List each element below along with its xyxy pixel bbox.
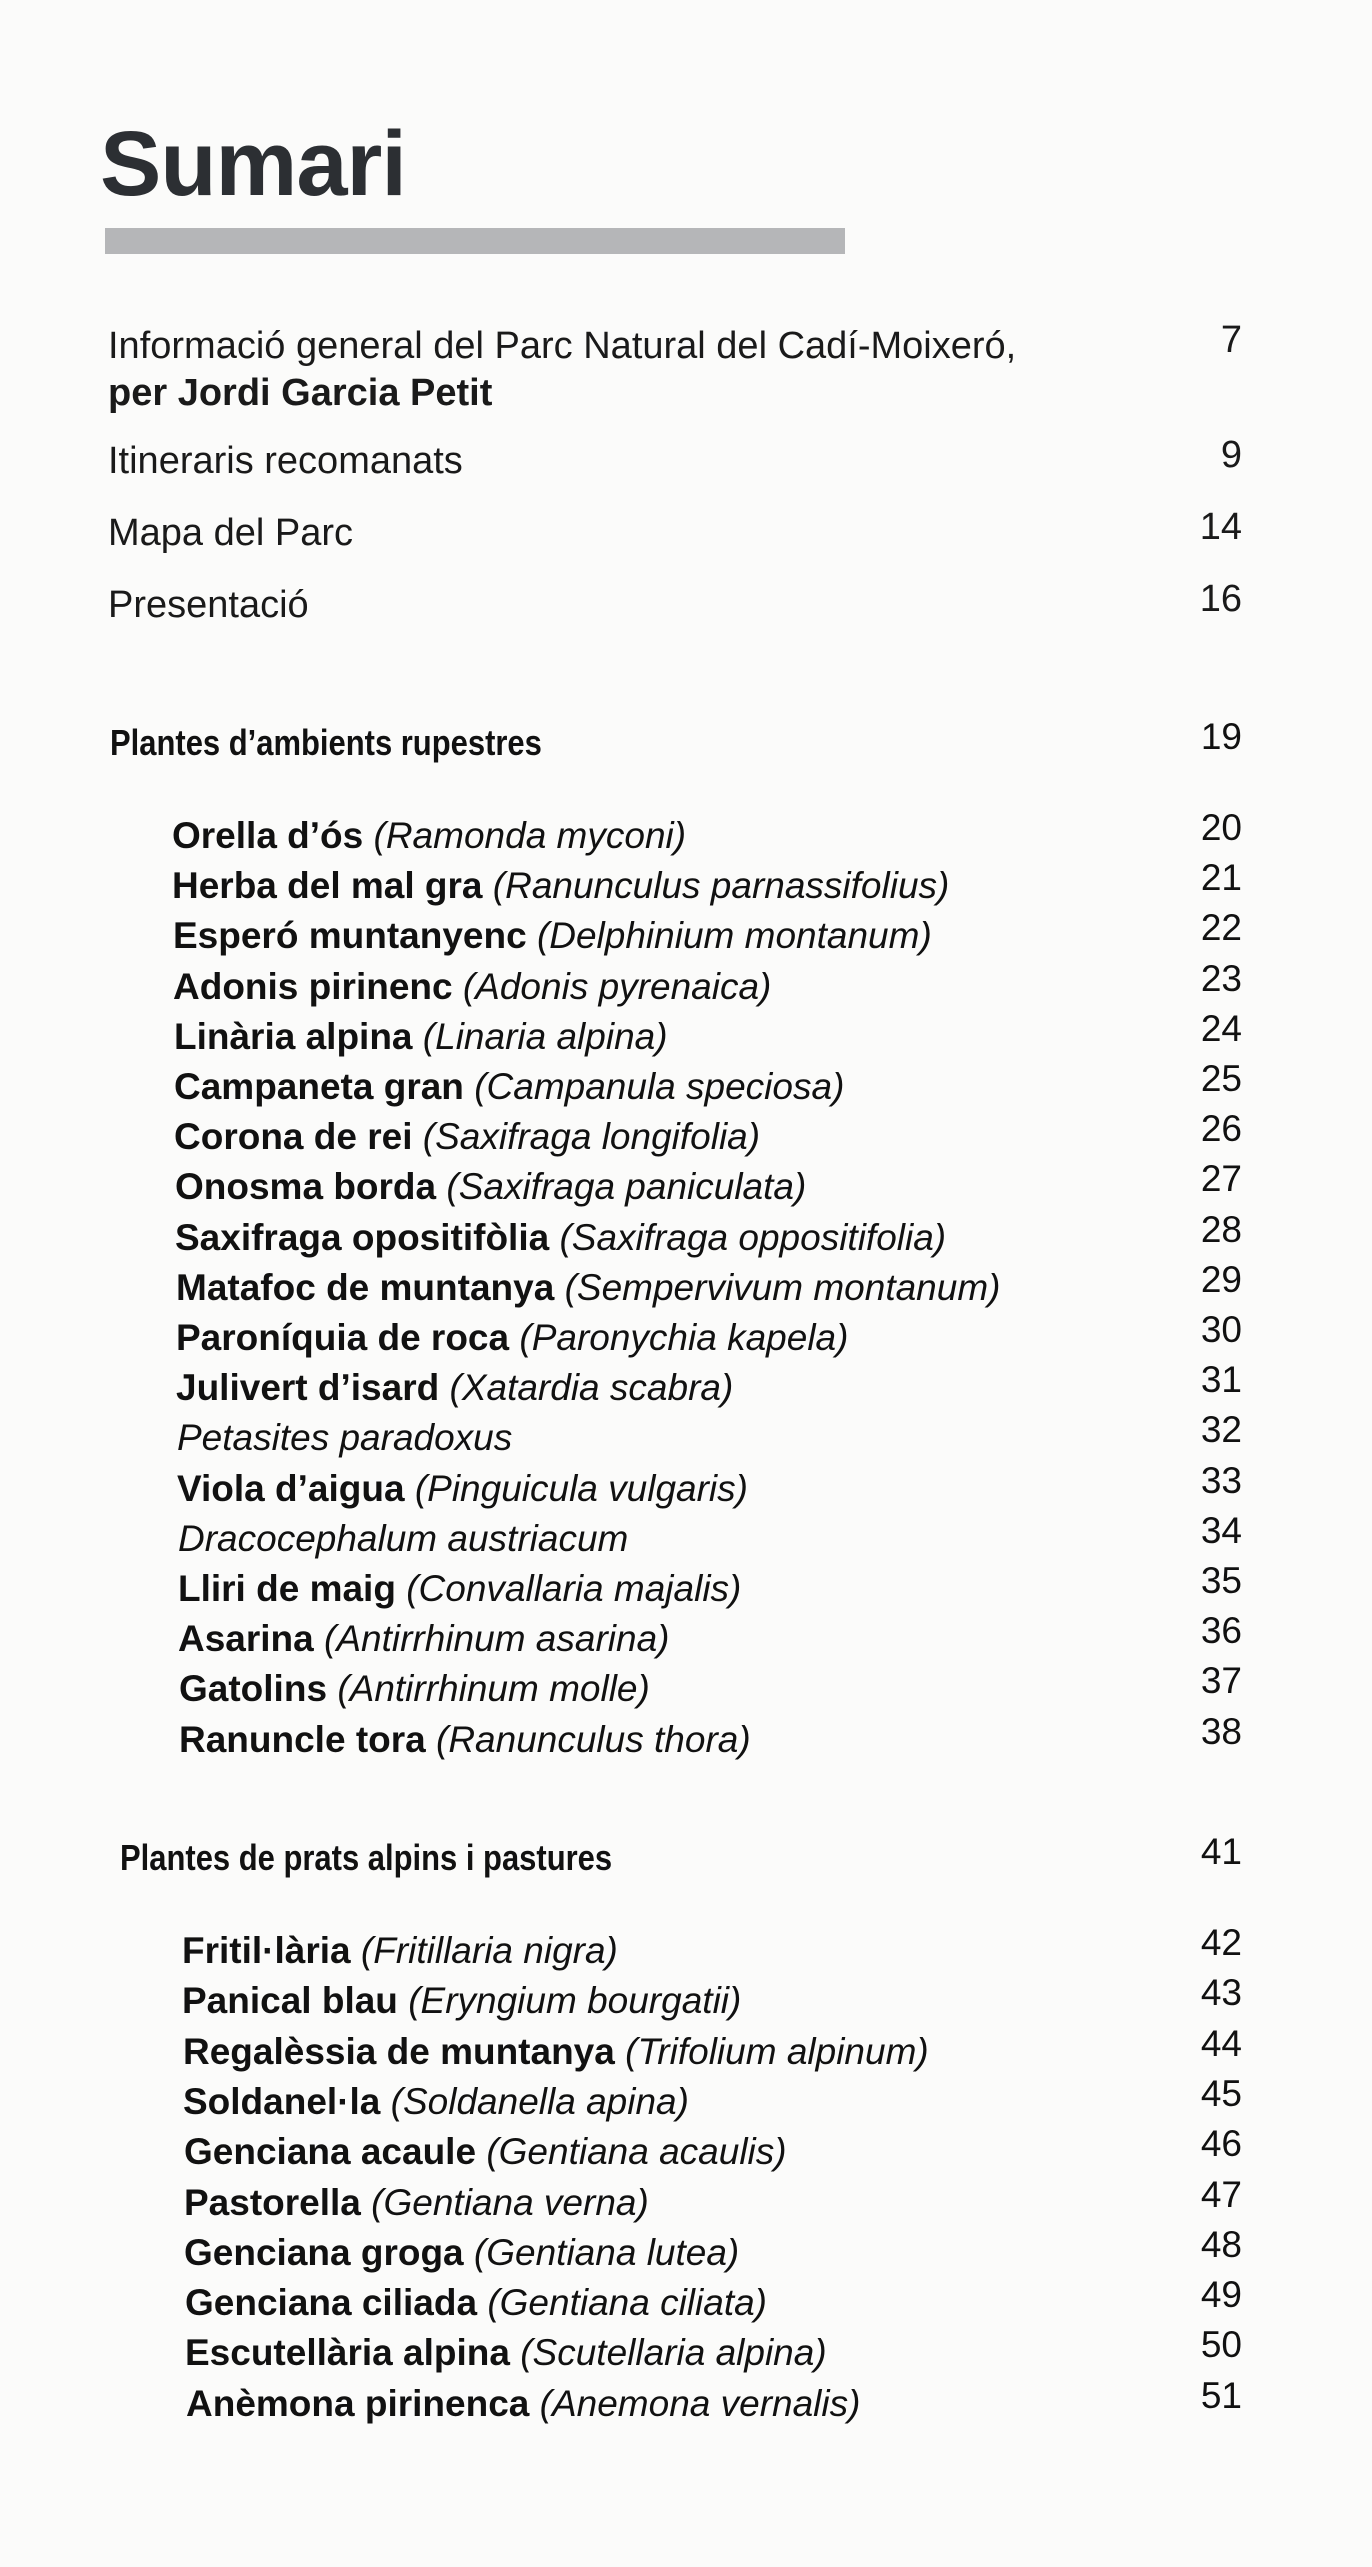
- plant-scientific-name: (Trifolium alpinum): [625, 2030, 929, 2072]
- plant-scientific-name: (Gentiana verna): [371, 2181, 649, 2223]
- plant-common-name: Linària alpina: [174, 1015, 413, 1057]
- plant-scientific-name: (Ranunculus parnassifolius): [492, 865, 950, 907]
- plant-scientific-name: (Delphinium montanum): [536, 915, 932, 957]
- toc-page-number: 34: [1200, 1509, 1242, 1551]
- toc-page-number: 47: [1200, 2173, 1242, 2215]
- toc-page-number: 49: [1200, 2274, 1242, 2316]
- plant-scientific-name: (Fritillaria nigra): [360, 1930, 618, 1971]
- plant-common-name: Onosma borda: [175, 1166, 437, 1208]
- toc-page-number: 45: [1200, 2072, 1242, 2114]
- plant-common-name: Genciana ciliada: [185, 2282, 478, 2324]
- toc-page-number: 32: [1200, 1409, 1242, 1451]
- toc-entry-label: [176, 1367, 733, 1409]
- toc-page-number: 44: [1200, 2022, 1242, 2064]
- plant-common-name: Genciana groga: [184, 2231, 464, 2273]
- plant-scientific-name: (Ramonda myconi): [373, 815, 687, 856]
- toc-entry-label: [179, 1668, 650, 1710]
- toc-page-number: 25: [1200, 1058, 1242, 1099]
- toc-page-number: 26: [1200, 1108, 1242, 1150]
- toc-page-number: 33: [1200, 1459, 1242, 1501]
- toc-entry-label: [172, 865, 949, 907]
- plant-common-name: Soldanel·la: [183, 2080, 381, 2122]
- toc-page-number: 20: [1200, 807, 1242, 848]
- plant-scientific-name: (Antirrhinum asarina): [324, 1618, 670, 1660]
- toc-entry-label: [177, 1417, 512, 1459]
- plant-common-name: Pastorella: [184, 2181, 361, 2223]
- toc-page-number: 19: [1200, 716, 1242, 757]
- toc-page-number: 50: [1200, 2324, 1242, 2366]
- title-underline-bar: [105, 228, 845, 254]
- toc-page-number: 37: [1200, 1660, 1242, 1702]
- toc-page-number: 31: [1200, 1359, 1242, 1401]
- toc-entry-label: [176, 1317, 848, 1359]
- plant-scientific-name: Dracocephalum austriacum: [178, 1517, 629, 1559]
- toc-page-number: 27: [1200, 1158, 1242, 1200]
- plant-scientific-name: (Ranunculus thora): [436, 1718, 751, 1760]
- toc-entry-label: [184, 2232, 739, 2274]
- plant-scientific-name: (Gentiana acaulis): [486, 2131, 787, 2173]
- plant-scientific-name: Petasites paradoxus: [177, 1417, 513, 1459]
- plant-common-name: Paroníquia de roca: [176, 1317, 510, 1358]
- plant-common-name: Anèmona pirinenca: [186, 2382, 530, 2424]
- toc-entry-label: [175, 1217, 946, 1259]
- toc-entry-label: [182, 1980, 741, 2022]
- plant-common-name: Ranuncle tora: [179, 1718, 426, 1760]
- toc-page-number: 22: [1200, 907, 1242, 949]
- toc-entry-label: [175, 1166, 806, 1208]
- toc-entry-label: [174, 1066, 844, 1108]
- toc-entry-title: Itineraris recomanats: [108, 440, 463, 482]
- page-title: Sumari: [100, 113, 406, 215]
- toc-entry-label: [183, 2031, 929, 2073]
- plant-scientific-name: (Pinguicula vulgaris): [414, 1467, 748, 1509]
- toc-entry-label: [172, 815, 686, 857]
- plant-common-name: Saxifraga opositifòlia: [175, 1216, 550, 1258]
- toc-page-number: 7: [1220, 319, 1242, 361]
- toc-page-number: 41: [1200, 1831, 1242, 1872]
- toc-entry-author: per Jordi Garcia Petit: [108, 372, 493, 414]
- plant-common-name: Asarina: [178, 1618, 314, 1660]
- toc-entry-label: [174, 1116, 760, 1158]
- toc-page-number: 46: [1200, 2123, 1242, 2165]
- plant-scientific-name: (Gentiana ciliata): [487, 2282, 767, 2324]
- plant-scientific-name: (Saxifraga longifolia): [422, 1116, 761, 1158]
- toc-page-number: 29: [1200, 1258, 1242, 1300]
- section-title: Plantes de prats alpins i pastures: [120, 1837, 613, 1878]
- plant-common-name: Esperó muntanyenc: [173, 915, 527, 957]
- plant-common-name: Julivert d’isard: [176, 1367, 440, 1409]
- toc-entry-label: [183, 2081, 689, 2123]
- toc-entry-label: [178, 1618, 669, 1660]
- plant-common-name: Adonis pirinenc: [173, 965, 453, 1007]
- toc-page-number: 35: [1200, 1560, 1242, 1601]
- toc-entry-label: [178, 1518, 628, 1560]
- toc-entry-label: [185, 2332, 827, 2374]
- toc-page-number: 23: [1200, 957, 1242, 999]
- toc-page-number: 38: [1200, 1710, 1242, 1752]
- toc-entry-label: [177, 1468, 748, 1510]
- toc-entry-label: [108, 325, 1016, 415]
- toc-page-number: 28: [1200, 1208, 1242, 1250]
- plant-scientific-name: (Scutellaria alpina): [520, 2332, 827, 2374]
- toc-page-number: 48: [1200, 2223, 1242, 2265]
- toc-page-number: 16: [1199, 578, 1242, 620]
- toc-page-number: 14: [1199, 506, 1242, 548]
- toc-entry-title: Mapa del Parc: [108, 512, 354, 554]
- plant-scientific-name: (Anemona vernalis): [539, 2382, 861, 2424]
- plant-common-name: Gatolins: [179, 1668, 328, 1710]
- toc-entry-label: [184, 2131, 787, 2173]
- plant-common-name: Genciana acaule: [184, 2131, 477, 2173]
- plant-common-name: Panical blau: [182, 1980, 398, 2022]
- plant-common-name: Herba del mal gra: [172, 865, 483, 907]
- plant-common-name: Orella d’ós: [172, 815, 364, 856]
- toc-page-number: 9: [1220, 434, 1242, 476]
- plant-scientific-name: (Soldanella apina): [390, 2080, 689, 2122]
- toc-entry-label: [173, 915, 932, 957]
- toc-entry-title: Presentació: [108, 584, 309, 626]
- toc-entry-label: [178, 1568, 741, 1610]
- toc-page-number: 36: [1200, 1610, 1242, 1652]
- plant-scientific-name: (Saxifraga oppositifolia): [559, 1216, 947, 1258]
- toc-entry-title: Informació general del Parc Natural del Cadí-Moixeró,: [108, 325, 1017, 367]
- plant-common-name: Regalèssia de muntanya: [183, 2030, 615, 2072]
- plant-common-name: Matafoc de muntanya: [176, 1266, 555, 1308]
- plant-common-name: Escutellària alpina: [185, 2332, 510, 2374]
- plant-scientific-name: (Eryngium bourgatii): [408, 1980, 742, 2022]
- plant-scientific-name: (Linaria alpina): [422, 1015, 668, 1057]
- toc-entry-label: [108, 512, 353, 555]
- toc-page-number: 51: [1200, 2374, 1242, 2416]
- plant-scientific-name: (Convallaria majalis): [406, 1568, 742, 1609]
- plant-scientific-name: (Adonis pyrenaica): [462, 965, 772, 1007]
- plant-scientific-name: (Antirrhinum molle): [337, 1668, 650, 1710]
- toc-entry-label: [108, 440, 463, 483]
- toc-entry-label: [186, 2383, 860, 2425]
- toc-page-number: 24: [1200, 1007, 1242, 1049]
- toc-entry-label: [173, 966, 771, 1008]
- toc-page-number: 21: [1200, 857, 1242, 899]
- plant-scientific-name: (Gentiana lutea): [473, 2231, 740, 2273]
- toc-page-number: 43: [1200, 1972, 1242, 2014]
- plant-scientific-name: (Campanula speciosa): [474, 1066, 845, 1107]
- toc-page-number: 42: [1200, 1922, 1242, 1963]
- toc-entry-label: [108, 584, 309, 627]
- plant-scientific-name: (Saxifraga paniculata): [446, 1166, 807, 1208]
- section-title: Plantes d’ambients rupestres: [110, 722, 542, 763]
- plant-common-name: Corona de rei: [174, 1116, 413, 1158]
- plant-scientific-name: (Sempervivum montanum): [564, 1266, 1001, 1308]
- plant-common-name: Viola d’aigua: [177, 1467, 405, 1509]
- plant-scientific-name: (Paronychia kapela): [519, 1317, 849, 1358]
- toc-entry-label: [179, 1719, 751, 1761]
- plant-common-name: Campaneta gran: [174, 1066, 464, 1107]
- toc-page-number: 30: [1200, 1309, 1242, 1350]
- toc-entry-label: [182, 1930, 618, 1972]
- plant-common-name: Fritil·lària: [182, 1930, 351, 1971]
- plant-scientific-name: (Xatardia scabra): [449, 1367, 734, 1409]
- toc-entry-label: [174, 1016, 668, 1058]
- toc-entry-label: [184, 2182, 649, 2224]
- toc-entry-label: [185, 2282, 767, 2324]
- toc-entry-label: [176, 1267, 1000, 1309]
- plant-common-name: Lliri de maig: [178, 1568, 396, 1609]
